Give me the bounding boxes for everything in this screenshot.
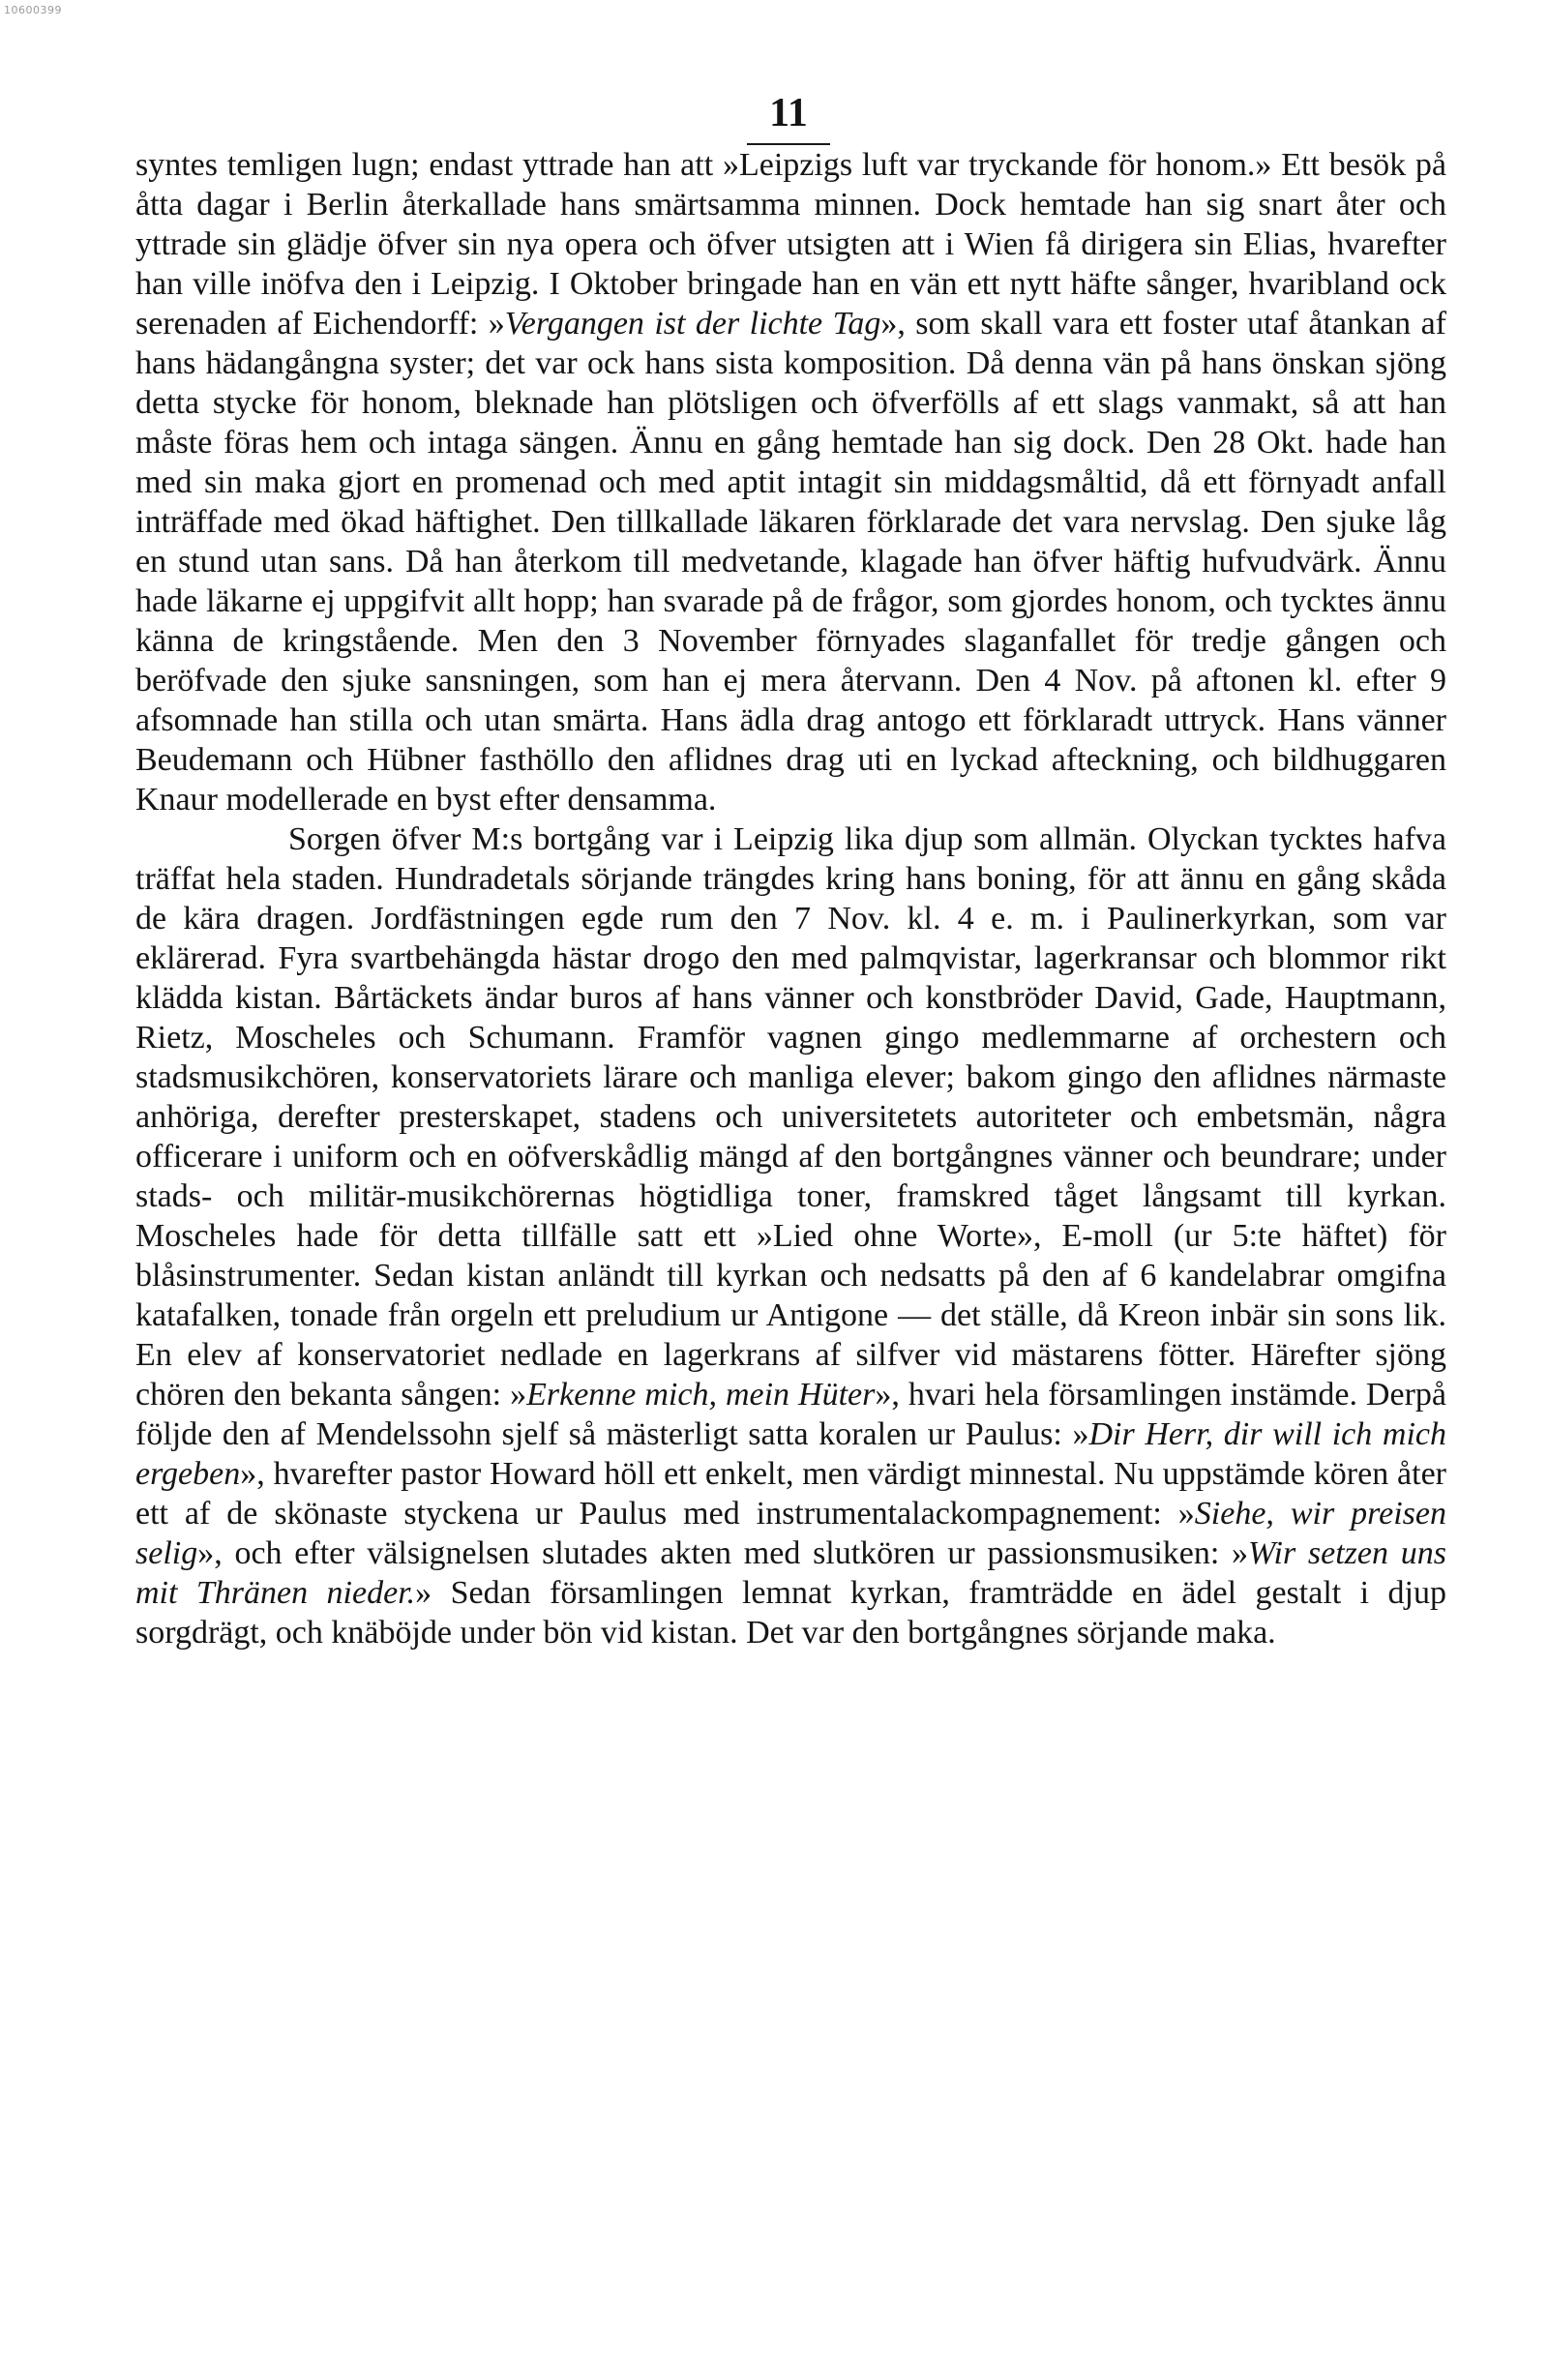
song-title-italic: Vergangen ist der lichte Tag [504, 306, 881, 342]
chorus-title-italic: Siehe, wir preisen selig [135, 1496, 1447, 1571]
text-segment: », hvari hela församlingen instämde. Derpå följde den af Mendelssohn sjelf så mästerligt satta koralen ur Paulus: » [135, 1377, 1446, 1452]
text-segment: » Sedan församlingen lemnat kyrkan, framträdde en ädel gestalt i djup sorgdrägt, och knäböjde under bön vid kistan. Det var den bortgångnes sörjande maka. [135, 1575, 1446, 1651]
text-segment: », och efter välsignelsen slutades akten med slutkören ur passionsmusiken: » [197, 1535, 1249, 1571]
paragraph-1 [135, 145, 1446, 819]
paragraph-2 [135, 819, 1446, 1652]
text-segment: », som skall vara ett foster utaf åtankan af hans hädangångna syster; det var ock hans sista komposition. Då denna vän på hans önskan sjöng detta stycke för honom, bleknade han plötsligen och öfverfölls af ett slags vanmakt, så att han måste föras hem och intaga sängen. Ännu en gång hemtade han sig dock. Den 28 Okt. hade han med sin maka gjort en promenad och med aptit intagit sin middagsmåltid, då ett förnyadt anfall inträffade med ökad häftighet. Den tillkallade läkaren förklarade det vara nervslag. Den sjuke låg en stund utan sans. Då han återkom till medvetande, klagade han öfver häftig hufvudvärk. Ännu hade läkarne ej uppgifvit allt hopp; han svarade på de frågor, som gjordes honom, och tycktes ännu känna de kringstående. Men den 3 November förnyades slaganfallet för tredje gången och beröfvade den sjuke sansningen, som han ej mera återvann. Den 4 Nov. på aftonen kl. efter 9 afsomnade han stilla och utan smärta. Hans ädla drag antogo ett förklaradt uttryck. Hans vänner Beudemann och Hübner fasthöllo den aflidnes drag uti en lyckad afteckning, och bildhuggaren Knaur modellerade en byst efter densamma. [135, 306, 1446, 818]
text-segment: », hvarefter pastor Howard höll ett enkelt, men värdigt minnestal. Nu uppstämde kören åter ett af de skönaste styckena ur Paulus med instrumentalackompagnement: » [135, 1456, 1446, 1532]
chorale-title-italic: Dir Herr, dir will ich mich ergeben [135, 1416, 1446, 1492]
song-title-italic: Erkenne mich, mein Hüter [526, 1377, 876, 1413]
text-segment: syntes temligen lugn; endast yttrade han att »Leipzigs luft var tryckande för honom.» Ett besök på åtta dagar i Berlin återkallade hans smärtsamma minnen. Dock hemtade han sig snart åter och yttrade sin glädje öfver sin nya opera och öfver utsigten att i Wien få dirigera sin Elias, hvarefter han ville inöfva den i Leipzig. I Oktober bringade han en vän ett nytt häfte sånger, hvaribland ock serenaden af Eichendorff: » [135, 147, 1446, 342]
page-number: 11 [769, 91, 808, 135]
body-text [135, 145, 1446, 1652]
scan-id-label: 10600399 [4, 4, 62, 16]
final-chorus-title-italic: Wir setzen uns mit Thränen nieder. [135, 1535, 1446, 1611]
text-segment: Sorgen öfver M:s bortgång var i Leipzig lika djup som allmän. Olyckan tycktes hafva träffat hela staden. Hundradetals sörjande trängdes kring hans boning, för att ännu en gång skåda de kära dragen. Jordfästningen egde rum den 7 Nov. kl. 4 e. m. i Paulinerkyrkan, som var eklärerad. Fyra svartbehängda hästar drogo den med palmqvistar, lagerkransar och blommor rikt klädda kistan. Bårtäckets ändar buros af hans vänner och konstbröder David, Gade, Hauptmann, Rietz, Moscheles och Schumann. Framför vagnen gingo medlemmarne af orchestern och stadsmusikchören, konservatoriets lärare och manliga elever; bakom gingo den aflidnes närmaste anhöriga, derefter presterskapet, stadens och universitetets autoriteter och embetsmän, några officerare i uniform och en oöfverskådlig mängd af den bortgångnes vänner och beundrare; under stads- och militär-musikchörernas högtidliga toner, framskred tåget långsamt till kyrkan. Moscheles hade för detta tillfälle satt ett »Lied ohne Worte», E-moll (ur 5:te häftet) för blåsinstrumenter. Sedan kistan anländt till kyrkan och nedsatts på den af 6 kandelabrar omgifna katafalken, tonade från orgeln ett preludium ur Antigone — det ställe, då Kreon inbär sin sons lik. En elev af konservatoriet nedlade en lagerkrans af silfver vid mästarens fötter. Härefter sjöng chören den bekanta sången: » [135, 821, 1446, 1413]
